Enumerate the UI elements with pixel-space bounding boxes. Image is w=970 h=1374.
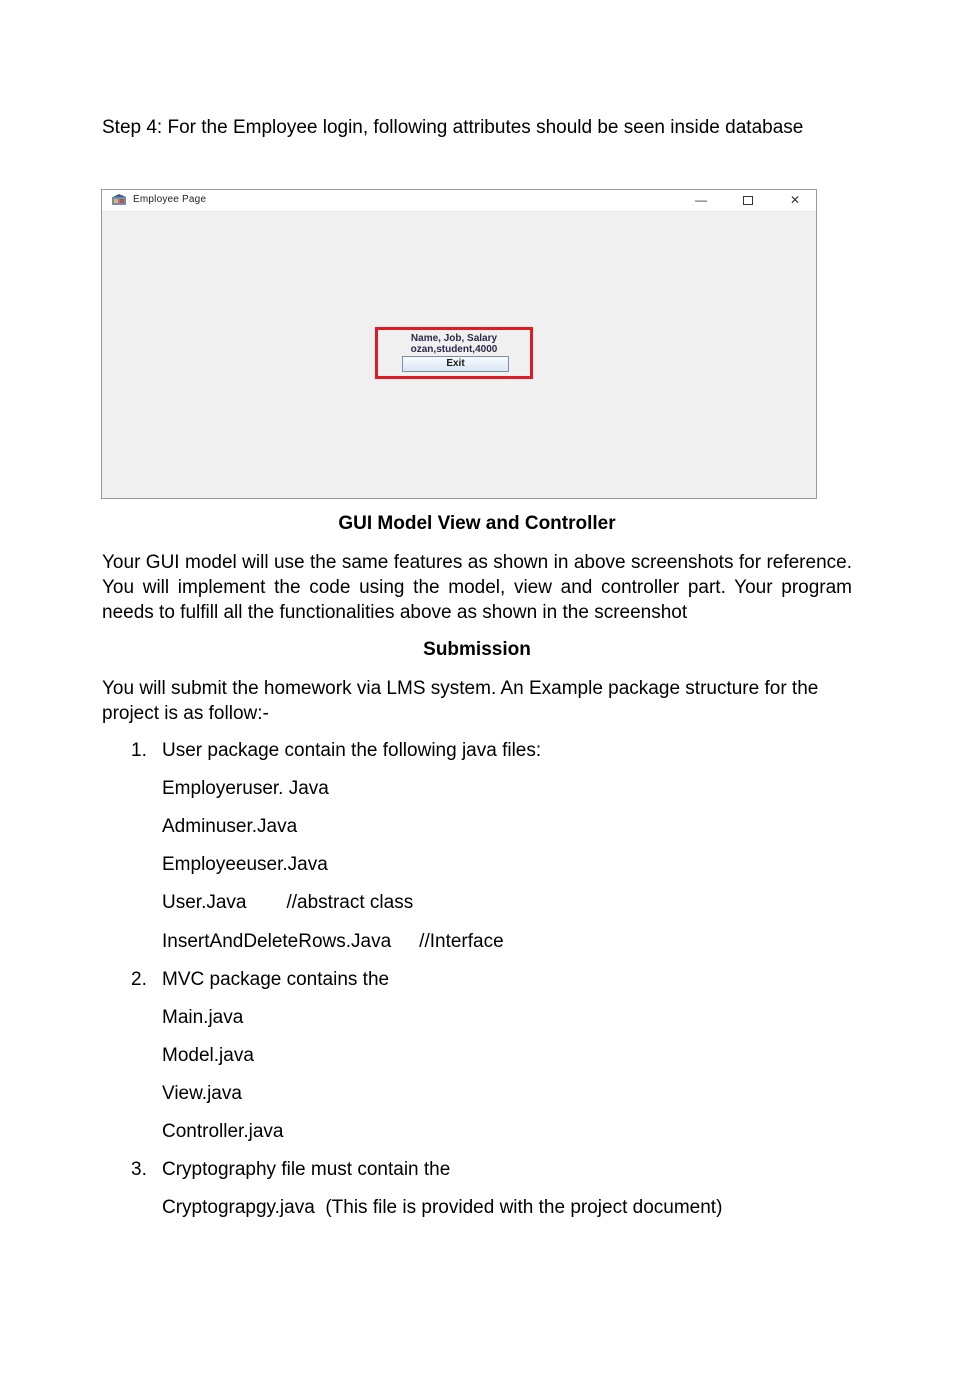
employee-page-screenshot	[101, 189, 817, 499]
close-icon[interactable]: ✕	[789, 193, 801, 207]
file-entry: Main.java	[162, 1007, 244, 1028]
list-item-text: User package contain the following java files:	[162, 740, 542, 761]
list-number: 2.	[131, 969, 147, 990]
file-entry-row	[162, 930, 504, 954]
maximize-icon[interactable]	[734, 192, 762, 208]
window-title: Employee Page	[133, 194, 207, 205]
step-4-instruction: Step 4: For the Employee login, following attributes should be seen inside database	[102, 117, 804, 138]
submission-paragraph: You will submit the homework via LMS system. An Example package structure for the project is as follow:-	[102, 678, 819, 724]
submission-heading: Submission	[423, 639, 531, 660]
file-entry-row	[162, 891, 413, 915]
attributes-row: ozan,student,4000	[410, 344, 498, 355]
list-number: 3.	[131, 1159, 147, 1180]
highlight-box	[375, 327, 533, 379]
file-entry: Adminuser.Java	[162, 816, 298, 837]
file-entry: View.java	[162, 1083, 242, 1104]
file-entry: Employeruser. Java	[162, 778, 329, 799]
file-comment: //Interface	[419, 931, 504, 952]
file-entry: Controller.java	[162, 1121, 284, 1142]
list-item-text: Cryptography file must contain the	[162, 1159, 451, 1180]
file-entry: Cryptograpgy.java (This file is provided with the project document)	[162, 1197, 723, 1218]
file-entry: InsertAndDeleteRows.Java	[162, 931, 392, 952]
gui-paragraph: Your GUI model will use the same features as shown in above screenshots for reference. You will implement the code using the model, view and controller part. Your program needs to fulfill all the functionalities above as shown in the screenshot	[102, 552, 852, 623]
window-titlebar	[102, 190, 816, 212]
file-entry: User.Java	[162, 892, 247, 913]
gui-heading: GUI Model View and Controller	[338, 513, 616, 534]
minimize-icon[interactable]: —	[695, 193, 707, 207]
file-comment: //abstract class	[286, 892, 414, 913]
list-number: 1.	[131, 740, 147, 761]
exit-button[interactable]: Exit	[402, 356, 509, 372]
list-item-text: MVC package contains the	[162, 969, 390, 990]
file-entry: Employeeuser.Java	[162, 854, 328, 875]
file-entry: Model.java	[162, 1045, 254, 1066]
java-app-icon	[111, 194, 129, 206]
attributes-header: Name, Job, Salary	[410, 333, 498, 344]
